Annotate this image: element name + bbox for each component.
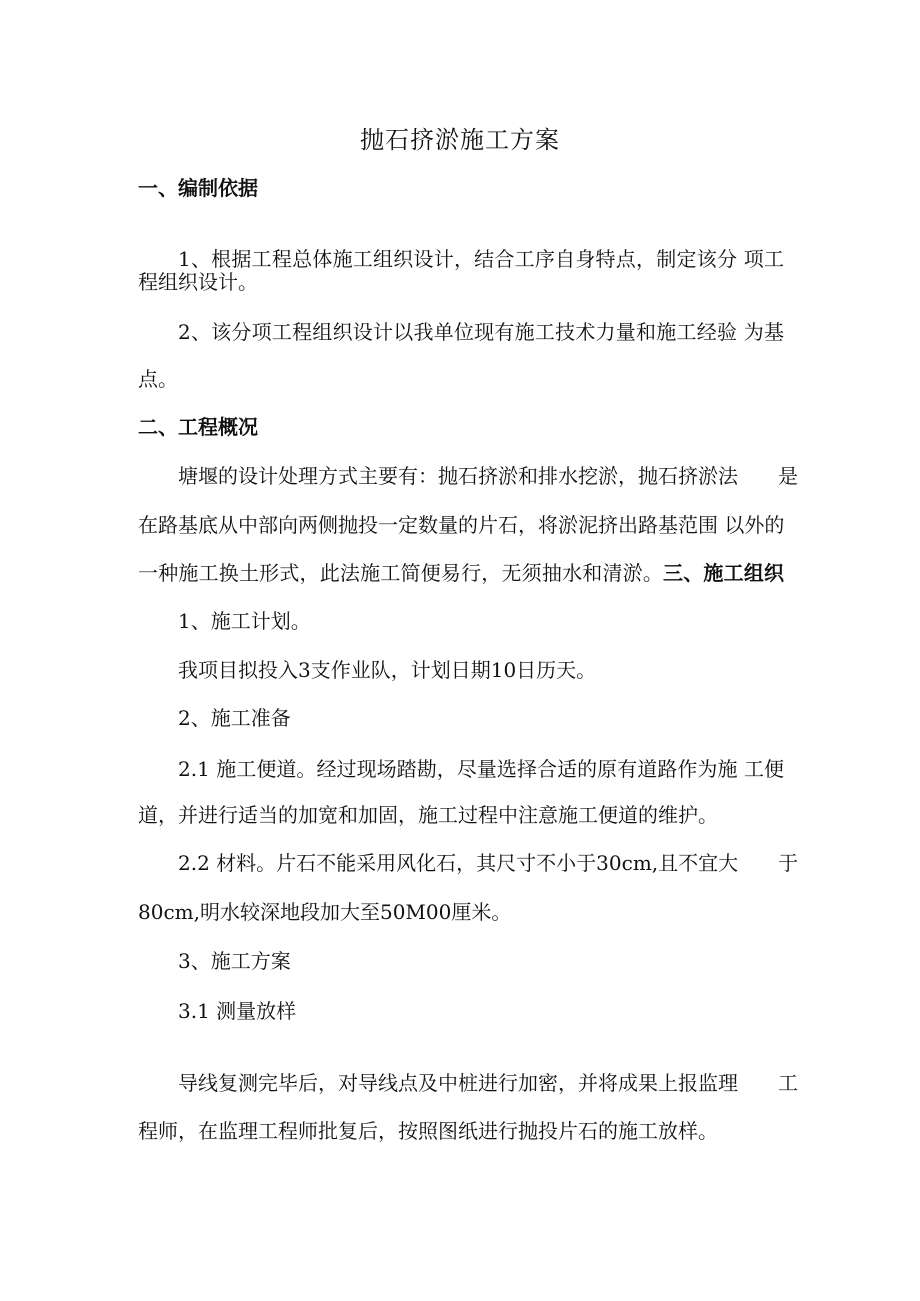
paragraph-line: 3.1 测量放样: [178, 999, 297, 1023]
section-heading-organization: 三、施工组织: [663, 561, 785, 585]
paragraph-line: 1、施工计划。: [178, 609, 311, 633]
paragraph-line: 点。: [138, 367, 178, 391]
paragraph-line: 程师，在监理工程师批复后，按照图纸进行抛投片石的施工放样。: [138, 1119, 718, 1143]
section-heading-overview: 二、工程概况: [138, 415, 258, 439]
paragraph-text: 一种施工换土形式，此法施工简便易行，无须抽水和清淤。: [138, 561, 664, 585]
section-heading-basis: 一、编制依据: [138, 176, 258, 200]
paragraph-line: 道，并进行适当的加宽和加固，施工过程中注意施工便道的维护。: [138, 803, 718, 827]
paragraph-line: 1、根据工程总体施工组织设计，结合工序自身特点，制定该分 项工: [178, 247, 784, 271]
paragraph-line: 程组织设计。: [138, 270, 258, 294]
paragraph-line: 塘堰的设计处理方式主要有：抛石挤淤和排水挖淤，抛石挤淤法 是: [178, 464, 798, 488]
paragraph-line: 80cm,明水较深地段加大至50M00厘米。: [138, 900, 512, 924]
paragraph-line: 2、该分项工程组织设计以我单位现有施工技术力量和施工经验 为基: [178, 320, 784, 344]
paragraph-line: 2.1 施工便道。经过现场踏勘，尽量选择合适的原有道路作为施 工便: [178, 757, 784, 781]
paragraph-line: 2.2 材料。片石不能采用风化石，其尺寸不小于30cm,且不宜大 于: [178, 851, 799, 875]
paragraph-line: 2、施工准备: [178, 706, 291, 730]
paragraph-line: 我项目拟投入3支作业队，计划日期10日历天。: [178, 658, 597, 682]
document-title: 抛石挤淤施工方案: [360, 126, 560, 154]
paragraph-line: 3、施工方案: [178, 949, 291, 973]
paragraph-line: 在路基底从中部向两侧抛投一定数量的片石，将淤泥挤出路基范围 以外的: [138, 513, 785, 537]
paragraph-line: 导线复测完毕后，对导线点及中桩进行加密，并将成果上报监理 工: [178, 1071, 798, 1095]
paragraph-line-with-heading: [138, 559, 784, 587]
